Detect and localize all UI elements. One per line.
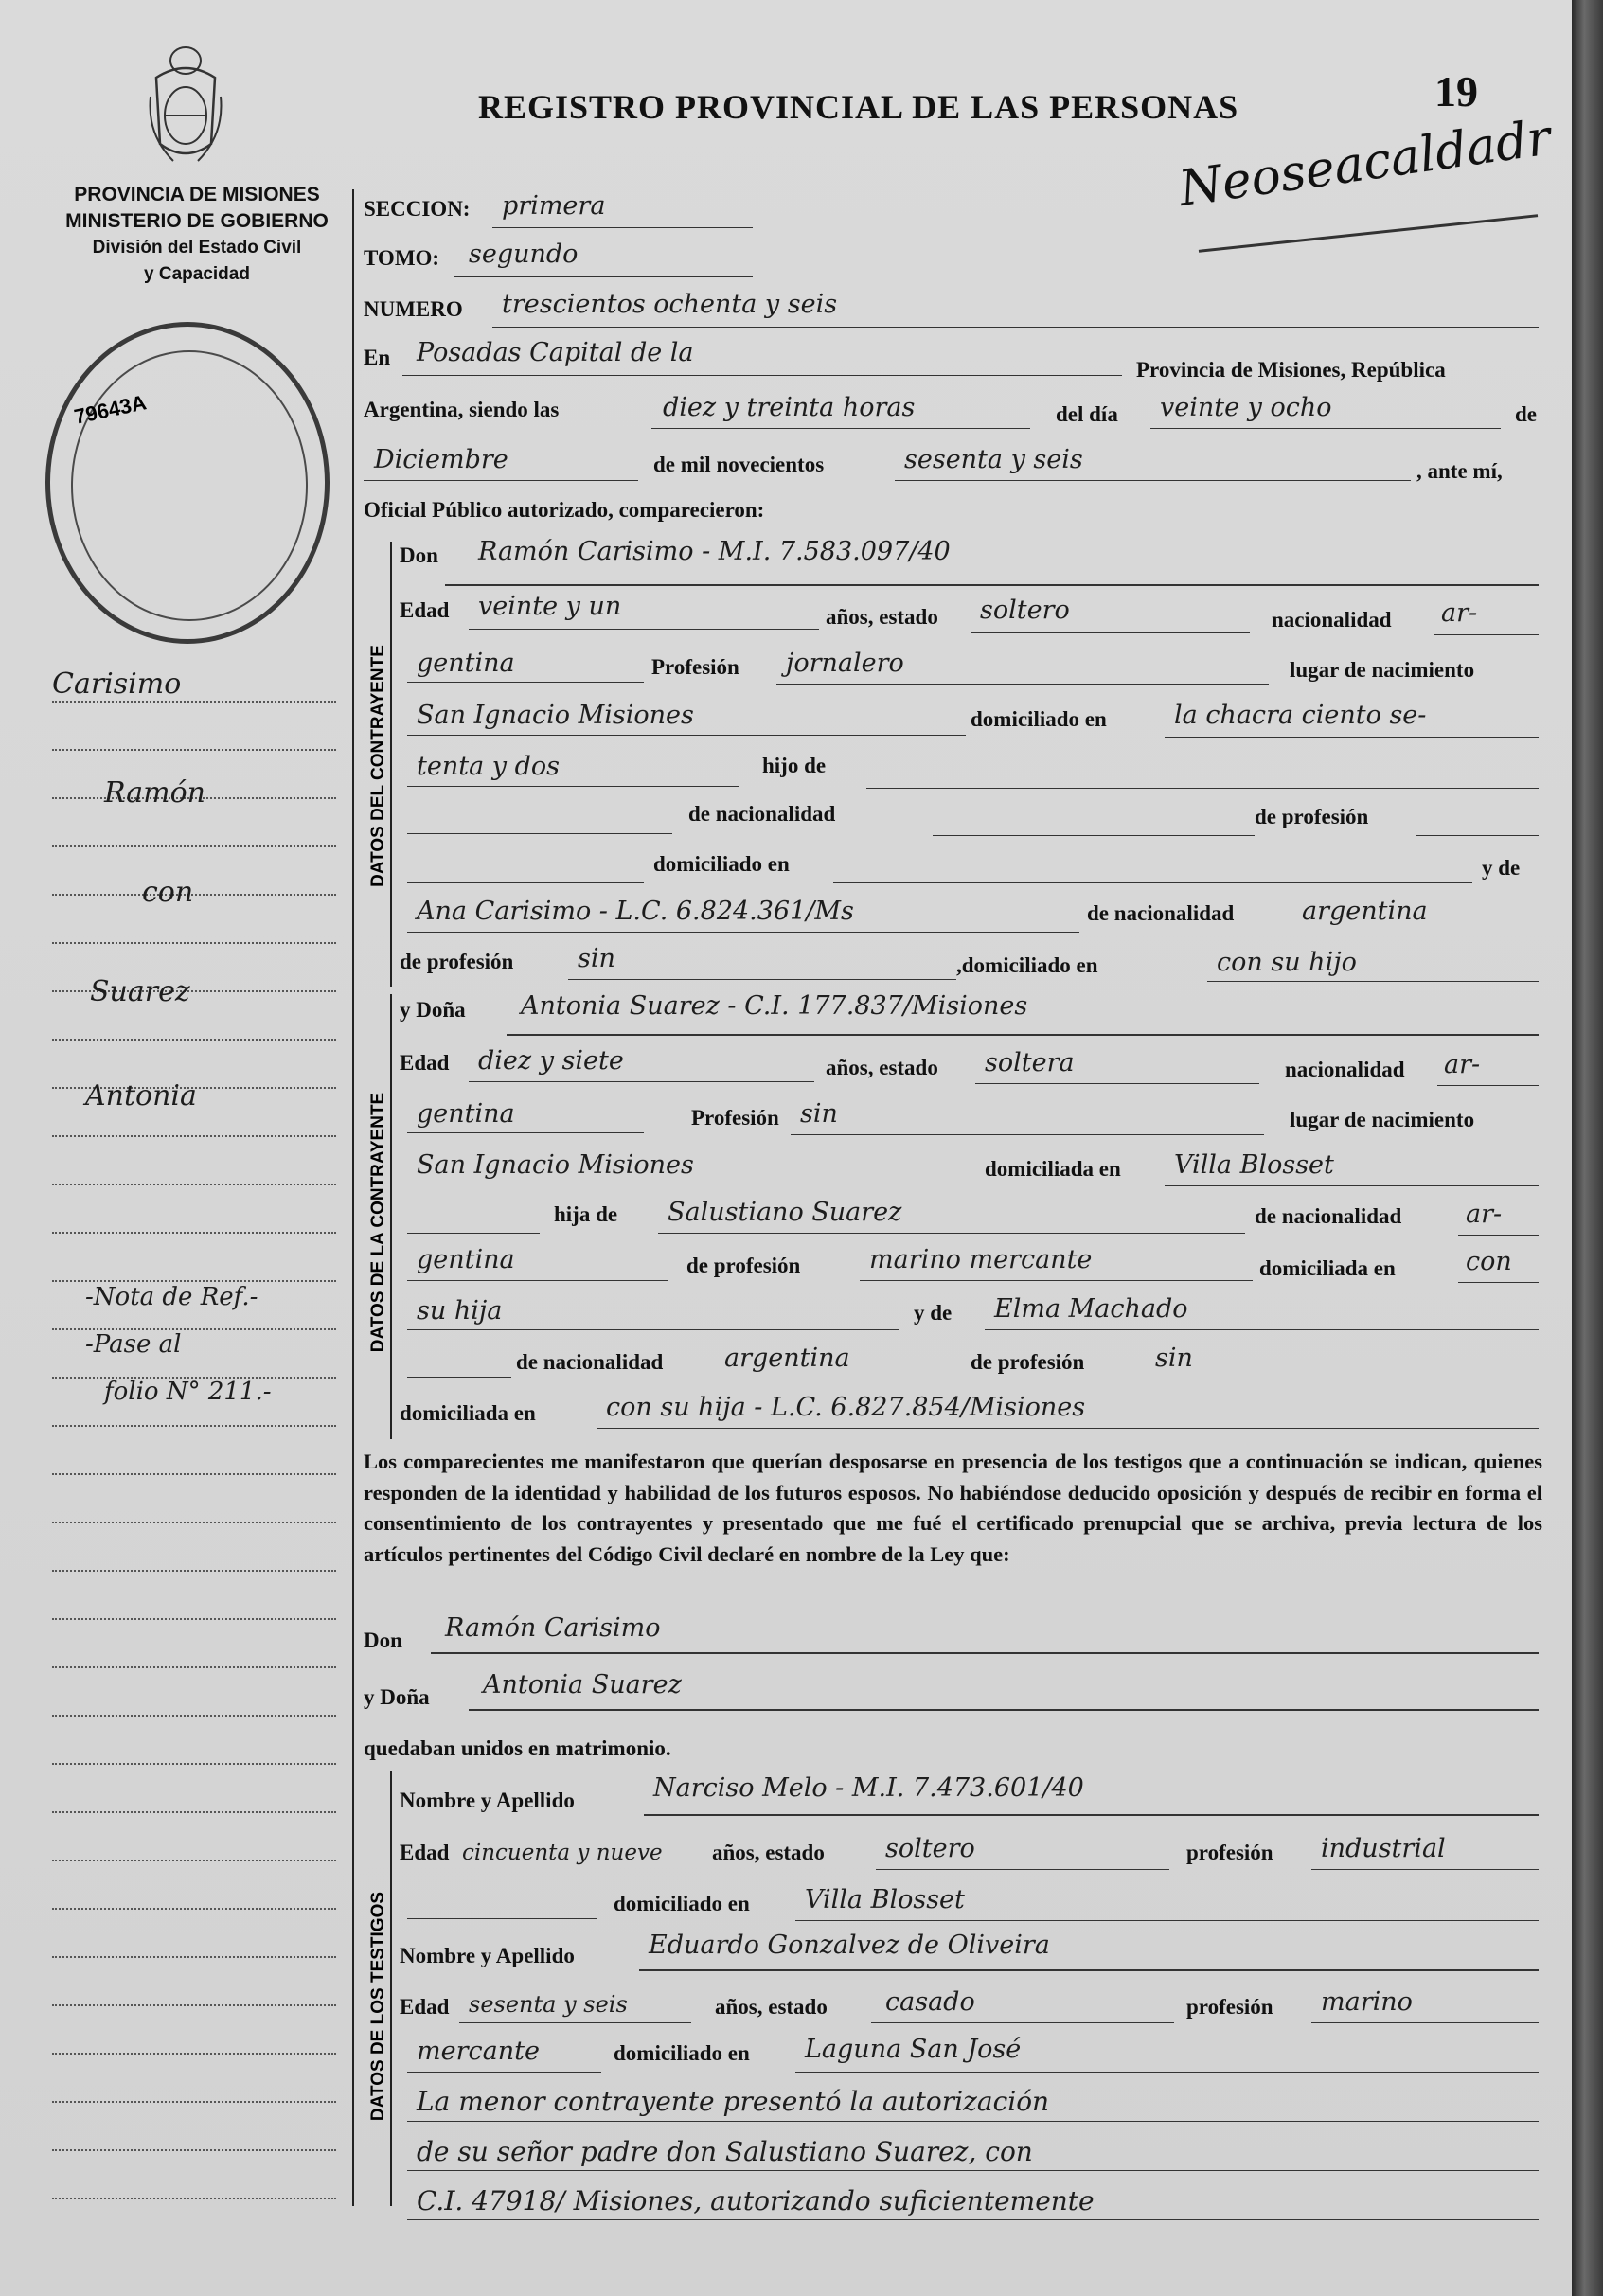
t2-nombre-line — [639, 1969, 1539, 1971]
margin-ruled-line — [52, 1860, 336, 1861]
c2-madre-dom-value: con su hija - L.C. 6.827.854/Misiones — [606, 1393, 1086, 1422]
c1-profesion-value: jornalero — [786, 649, 904, 678]
margin-con: con — [142, 876, 194, 909]
c1-madre-dom-label: ,domiciliado en — [956, 953, 1098, 977]
t1-dom-line — [795, 1920, 1539, 1921]
c2-profesion-value: sin — [800, 1099, 838, 1129]
t-nota-3: C.I. 47918/ Misiones, autorizando suficientemente — [417, 2185, 1095, 2216]
province-name: PROVINCIA DE MISIONES — [74, 184, 320, 205]
t1-nombre-line — [644, 1814, 1539, 1816]
column-divider — [352, 189, 354, 2206]
decl-don-value: Ramón Carisimo — [445, 1613, 661, 1643]
c1-madre-prof-line — [568, 979, 956, 980]
margin-ruled-line — [52, 2101, 336, 2103]
margin-note-1: -Nota de Ref.- — [85, 1283, 258, 1311]
de-text: de — [1515, 402, 1537, 426]
margin-ruled-line — [52, 1956, 336, 1958]
c2-estado-value: soltera — [985, 1048, 1075, 1077]
decl-dona-label: y Doña — [364, 1685, 430, 1709]
official-stamp-inner — [71, 350, 308, 621]
margin-ruled-line — [52, 1232, 336, 1234]
margin-ruled-line — [52, 1908, 336, 1910]
c2-madre-prof-value: sin — [1155, 1344, 1193, 1373]
stamp-number: 79643A — [72, 390, 149, 429]
c2-lugar-label: lugar de nacimiento — [1290, 1108, 1475, 1131]
margin-ruled-line — [52, 2198, 336, 2199]
tomo-value: segundo — [469, 240, 579, 269]
t2-estado-value: casado — [885, 1987, 975, 2017]
c2-madre-line — [985, 1329, 1539, 1330]
c1-domicilio-a: la chacra ciento se- — [1174, 701, 1427, 730]
margin-ruled-line — [52, 1280, 336, 1282]
c2-madre-dom-line — [597, 1428, 1539, 1429]
testigos-bracket — [390, 1771, 392, 2206]
c1-nac-b-line — [407, 682, 644, 683]
decl-unidos-text: quedaban unidos en matrimonio. — [364, 1736, 671, 1760]
coat-of-arms-icon — [145, 40, 226, 169]
c2-madre-pre-line — [407, 1377, 511, 1378]
c2-nacionalidad-label: nacionalidad — [1285, 1058, 1405, 1081]
contrayente1-side-label: DATOS DEL CONTRAYENTE — [368, 645, 388, 887]
contrayente2-bracket — [390, 994, 392, 1439]
c1-dom-pre-line — [407, 882, 644, 883]
t2-edad-line — [459, 2022, 691, 2023]
c2-nac-a-line — [1437, 1085, 1539, 1086]
contrayente2-side-label: DATOS DE LA CONTRAYENTE — [368, 1092, 388, 1353]
c2-estado-line — [975, 1083, 1259, 1084]
c2-padre-dom-b: su hija — [417, 1296, 503, 1326]
oficial-text: Oficial Público autorizado, comparecieron: — [364, 498, 765, 522]
registrar-signature: Neoseacaldadr — [1175, 109, 1555, 218]
c2-madre-nac-label: de nacionalidad — [516, 1350, 664, 1374]
hora-value: diez y treinta horas — [663, 393, 916, 422]
decl-don-label: Don — [364, 1629, 402, 1652]
en-label: En — [364, 346, 391, 369]
margin-ruled-line — [52, 1570, 336, 1572]
c1-de-nac-line — [933, 835, 1255, 836]
c1-father-line — [407, 833, 672, 834]
seccion-line — [492, 227, 753, 228]
t2-nombre-label: Nombre y Apellido — [400, 1944, 575, 1967]
c1-lugar-label: lugar de nacimiento — [1290, 658, 1475, 682]
c1-madre-dom-value: con su hijo — [1217, 948, 1357, 977]
t1-estado-line — [876, 1869, 1169, 1870]
c2-padre-line — [658, 1233, 1245, 1234]
t1-anios-estado: años, estado — [712, 1841, 825, 1864]
page-edge — [1572, 0, 1603, 2296]
c2-y-de-label: y de — [914, 1301, 953, 1325]
t2-nombre-value: Eduardo Gonzalvez de Oliveira — [649, 1931, 1050, 1960]
ante-mi-text: , ante mí, — [1416, 459, 1503, 483]
en-line — [402, 375, 1122, 376]
c2-padre-prof-value: marino mercante — [869, 1245, 1093, 1274]
margin-ruled-line — [52, 1666, 336, 1668]
c1-don-line — [445, 584, 1539, 586]
c1-de-nac-label: de nacionalidad — [688, 802, 836, 826]
c1-edad-value: veinte y un — [478, 592, 622, 621]
c2-nac-a: ar- — [1444, 1050, 1481, 1079]
c1-madre-line — [407, 932, 1079, 933]
c2-domicilio-value: Villa Blosset — [1174, 1150, 1334, 1180]
t2-edad-label: Edad — [400, 1995, 450, 2019]
c1-madre-dom-line — [1207, 981, 1539, 982]
t1-nombre-label: Nombre y Apellido — [400, 1789, 575, 1812]
c2-padre-prof-line — [860, 1280, 1253, 1281]
provincia-text: Provincia de Misiones, República — [1136, 358, 1446, 382]
t1-edad-label: Edad — [400, 1841, 450, 1864]
numero-value: trescientos ochenta y seis — [502, 290, 838, 319]
margin-note-3: folio N° 211.- — [104, 1378, 272, 1406]
margin-ruled-line — [52, 1135, 336, 1137]
dia-value: veinte y ocho — [1160, 393, 1332, 422]
c2-anios-estado: años, estado — [826, 1056, 938, 1079]
t2-dom-value: Laguna San José — [805, 2035, 1022, 2064]
c2-edad-line — [469, 1081, 814, 1082]
margin-ruled-line — [52, 1763, 336, 1765]
margin-ruled-line — [52, 1618, 336, 1620]
c2-nac-b: gentina — [417, 1099, 515, 1129]
margin-surname-1: Carisimo — [52, 667, 182, 701]
document-title: REGISTRO PROVINCIAL DE LAS PERSONAS — [478, 88, 1239, 126]
c1-domicilio-b: tenta y dos — [417, 752, 560, 781]
issuer-header — [45, 182, 348, 288]
margin-surname-2: Suarez — [90, 975, 190, 1008]
c2-madre-prof-label: de profesión — [971, 1350, 1085, 1374]
seccion-value: primera — [502, 191, 606, 221]
margin-note-2: -Pase al — [85, 1330, 182, 1359]
margin-ruled-line — [52, 749, 336, 751]
t1-dom-value: Villa Blosset — [805, 1885, 965, 1914]
division-name-2: y Capacidad — [144, 264, 250, 284]
c1-madre-nac-label: de nacionalidad — [1087, 901, 1235, 925]
de-mil-text: de mil novecientos — [653, 453, 825, 476]
c2-madre-nac-value: argentina — [724, 1344, 850, 1373]
c1-lugar-line — [407, 735, 966, 736]
t-nota-1: La menor contrayente presentó la autorización — [417, 2086, 1050, 2117]
margin-ruled-line — [52, 1184, 336, 1185]
t1-profesion-value: industrial — [1321, 1834, 1446, 1863]
c1-anios-estado: años, estado — [826, 605, 938, 629]
c2-padre-nac-b: gentina — [417, 1245, 515, 1274]
c2-padre-dom-b-line — [407, 1329, 899, 1330]
t-nota-1-line — [407, 2121, 1539, 2122]
c1-edad-label: Edad — [400, 598, 450, 622]
t2-dom-label: domiciliado en — [614, 2041, 750, 2065]
t1-nombre-value: Narciso Melo - M.I. 7.473.601/40 — [653, 1773, 1084, 1803]
c2-domiciliada-label: domiciliada en — [985, 1157, 1121, 1181]
c1-madre-nac-value: argentina — [1302, 897, 1428, 926]
argentina-siendo-text: Argentina, siendo las — [364, 398, 560, 421]
t2-estado-line — [871, 2022, 1174, 2023]
c2-profesion-label: Profesión — [691, 1106, 779, 1130]
c2-padre-prof-label: de profesión — [686, 1254, 801, 1277]
c1-dom-label: domiciliado en — [653, 852, 790, 876]
c2-domicilio-line — [1165, 1185, 1539, 1186]
c2-hija-label: hija de — [554, 1202, 618, 1226]
c2-dona-line — [507, 1034, 1539, 1036]
c1-madre-prof-label: de profesión — [400, 950, 514, 973]
c1-estado-value: soltero — [980, 596, 1070, 625]
margin-ruled-line — [52, 942, 336, 944]
margin-name-1: Ramón — [104, 776, 205, 810]
numero-line — [492, 327, 1539, 328]
c2-padre-nac-a-line — [1458, 1235, 1539, 1236]
c1-edad-line — [469, 629, 819, 630]
ministry-name: MINISTERIO DE GOBIERNO — [65, 210, 329, 232]
t1-profesion-label: profesión — [1186, 1841, 1273, 1864]
margin-ruled-line — [52, 1811, 336, 1813]
c2-dona-value: Antonia Suarez - C.I. 177.837/Misiones — [521, 991, 1028, 1021]
division-name: División del Estado Civil — [92, 238, 302, 258]
t2-anios-estado: años, estado — [715, 1995, 828, 2019]
c2-padre-dom-a-line — [1458, 1282, 1539, 1283]
c1-hijo-line — [866, 788, 1539, 789]
t2-dom-line — [795, 2072, 1539, 2073]
c1-nacionalidad-label: nacionalidad — [1272, 608, 1392, 632]
c1-nac-a-line — [1434, 634, 1539, 635]
c2-padre-nac-b-line — [407, 1280, 668, 1281]
c1-dom-line — [833, 882, 1472, 883]
t1-edad-value: cincuenta y nueve — [462, 1841, 663, 1865]
c2-hija-pre-line — [407, 1233, 540, 1234]
c2-madre-dom-label: domiciliada en — [400, 1401, 536, 1425]
t2-profesion-a: marino — [1321, 1987, 1413, 2017]
declaration-paragraph: Los comparecientes me manifestaron que querían desposarse en presencia de los testigos que a continuación se indican, quienes responden de la identidad y habilidad de los futuros esposos. No habiéndose deducido oposición y después de recibir en forma el consentimiento de los contrayentes y presentado que me fué el certificado prenupcial que se archiva, previa lectura de los artículos pertinentes del Código Civil declaré en nombre de la Ley que: — [364, 1450, 1542, 1566]
t1-dom-pre-line — [407, 1918, 597, 1919]
c1-nac-b: gentina — [417, 649, 515, 678]
numero-label: NUMERO — [364, 297, 463, 321]
c1-lugar-value: San Ignacio Misiones — [417, 701, 694, 730]
hora-line — [651, 428, 1030, 429]
c2-padre-nac-a: ar- — [1466, 1200, 1503, 1229]
c1-y-de-label: y de — [1482, 856, 1521, 880]
t-nota-2: de su señor padre don Salustiano Suarez, con — [417, 2136, 1033, 2167]
dia-line — [1150, 428, 1501, 429]
c2-nac-b-line — [407, 1132, 644, 1133]
c2-lugar-value: San Ignacio Misiones — [417, 1150, 694, 1180]
margin-ruled-line — [52, 845, 336, 847]
c1-madre-prof-value: sin — [578, 944, 615, 973]
anio-value: sesenta y seis — [904, 445, 1083, 474]
decl-dona-value: Antonia Suarez — [483, 1670, 682, 1700]
c1-domicilio-b-line — [407, 786, 739, 787]
decl-don-line — [431, 1652, 1539, 1654]
t1-profesion-line — [1311, 1869, 1539, 1870]
tomo-label: TOMO: — [364, 246, 440, 270]
c2-dona-label: y Doña — [400, 998, 466, 1022]
c1-nac-a: ar- — [1441, 598, 1478, 628]
margin-ruled-line — [52, 2053, 336, 2055]
t-nota-3-line — [407, 2219, 1539, 2220]
margin-ruled-line — [52, 1522, 336, 1523]
c1-de-prof-line — [1416, 835, 1539, 836]
t2-edad-value: sesenta y seis — [469, 1991, 628, 2018]
c1-estado-line — [971, 632, 1250, 633]
margin-ruled-line — [52, 701, 336, 703]
c2-madre-value: Elma Machado — [994, 1294, 1188, 1324]
mes-value: Diciembre — [374, 445, 508, 474]
tomo-line — [454, 276, 753, 277]
margin-ruled-line — [52, 1039, 336, 1041]
t-nota-2-line — [407, 2170, 1539, 2171]
margin-name-2: Antonia — [85, 1079, 197, 1112]
c2-padre-dom-a: con — [1466, 1247, 1512, 1276]
decl-dona-line — [469, 1709, 1539, 1711]
c2-padre-dom-label: domiciliada en — [1259, 1256, 1396, 1280]
c1-don-label: Don — [400, 543, 438, 567]
c1-don-value: Ramón Carisimo - M.I. 7.583.097/40 — [478, 537, 951, 566]
margin-ruled-line — [52, 1425, 336, 1427]
margin-ruled-line — [52, 1473, 336, 1475]
t1-estado-value: soltero — [885, 1834, 975, 1863]
c1-hijo-label: hijo de — [762, 754, 827, 777]
del-dia-text: del día — [1056, 402, 1118, 426]
folio-number: 19 — [1434, 67, 1478, 116]
margin-ruled-line — [52, 2004, 336, 2006]
margin-ruled-line — [52, 2149, 336, 2151]
contrayente1-bracket — [390, 542, 392, 987]
seccion-label: SECCION: — [364, 197, 471, 221]
en-value: Posadas Capital de la — [417, 338, 694, 367]
margin-ruled-line — [52, 894, 336, 896]
t2-profesion-b: mercante — [417, 2037, 540, 2066]
c1-de-prof-label: de profesión — [1255, 805, 1369, 828]
c2-padre-nac-label: de nacionalidad — [1255, 1204, 1402, 1228]
c1-domiciliado-label: domiciliado en — [971, 707, 1107, 731]
c2-profesion-line — [791, 1134, 1264, 1135]
t2-profesion-a-line — [1311, 2022, 1539, 2023]
t1-dom-label: domiciliado en — [614, 1892, 750, 1915]
c2-edad-value: diez y siete — [478, 1046, 624, 1076]
c1-profesion-label: Profesión — [651, 655, 739, 679]
c2-padre-value: Salustiano Suarez — [668, 1198, 902, 1227]
c1-madre-value: Ana Carisimo - L.C. 6.824.361/Ms — [417, 897, 854, 926]
mes-line — [364, 480, 638, 481]
c1-domicilio-a-line — [1165, 737, 1539, 738]
t2-profesion-label: profesión — [1186, 1995, 1273, 2019]
c2-edad-label: Edad — [400, 1051, 450, 1075]
margin-ruled-line — [52, 1715, 336, 1717]
t2-profesion-b-line — [407, 2072, 601, 2073]
c1-profesion-line — [776, 684, 1269, 685]
anio-line — [895, 480, 1411, 481]
testigos-side-label: DATOS DE LOS TESTIGOS — [368, 1891, 388, 2122]
